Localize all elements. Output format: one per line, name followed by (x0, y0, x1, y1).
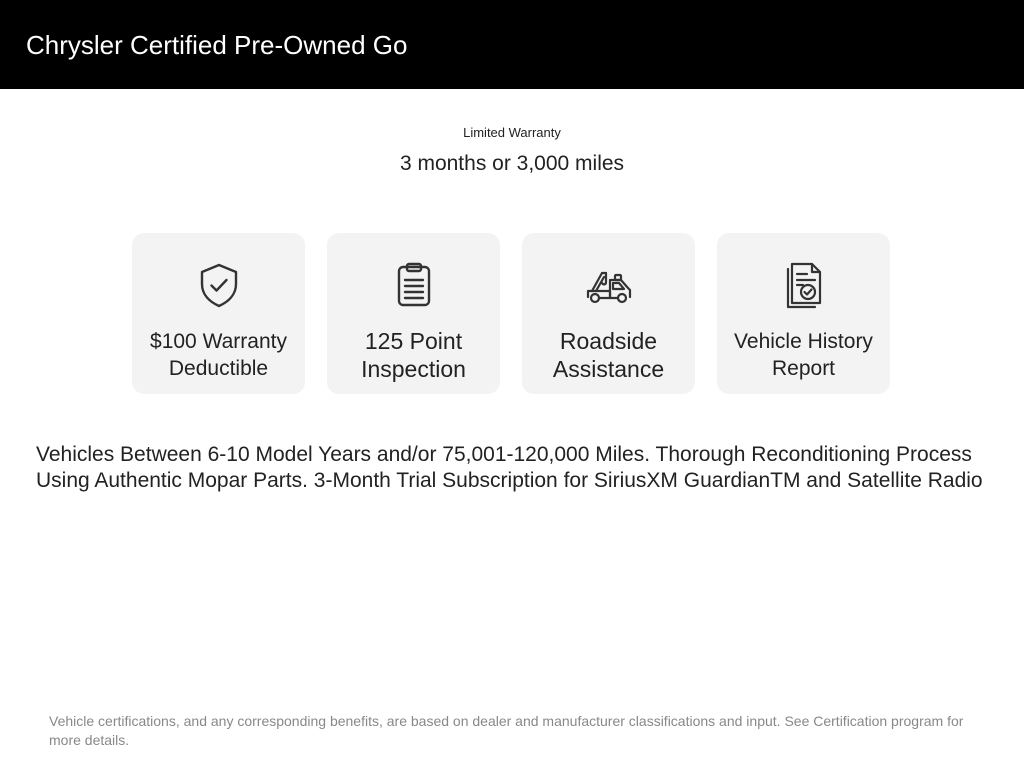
program-description: Vehicles Between 6-10 Model Years and/or 75,001-120,000 Miles. Thorough Reconditioning Process Using Authentic Mopar Parts. 3-Month Trial Subscription for SiriusXM GuardianTM and Satellite Radio (36, 443, 983, 492)
header-bar (0, 0, 1024, 89)
shield-check-icon (194, 260, 244, 310)
tow-truck-icon (584, 260, 634, 310)
warranty-label: Limited Warranty (463, 125, 561, 140)
benefit-label: $100 Warranty Deductible (150, 330, 287, 380)
benefit-card-history-report (717, 233, 890, 394)
vehicle-report-icon (779, 260, 829, 310)
benefit-card-roadside (522, 233, 695, 394)
benefit-cards (132, 233, 892, 394)
warranty-value: 3 months or 3,000 miles (399, 152, 625, 175)
benefit-card-warranty-deductible (132, 233, 305, 394)
clipboard-icon (389, 260, 439, 310)
certification-disclaimer: Vehicle certifications, and any corresponding benefits, are based on dealer and manufacturer classifications and input. See Certification program for more details. (49, 713, 964, 748)
benefit-label: Vehicle History Report (734, 330, 873, 380)
benefit-label: Roadside Assistance (552, 328, 665, 382)
benefit-label: 125 Point Inspection (361, 328, 466, 382)
page-title: Chrysler Certified Pre-Owned Go (26, 30, 408, 60)
benefit-card-inspection (327, 233, 500, 394)
